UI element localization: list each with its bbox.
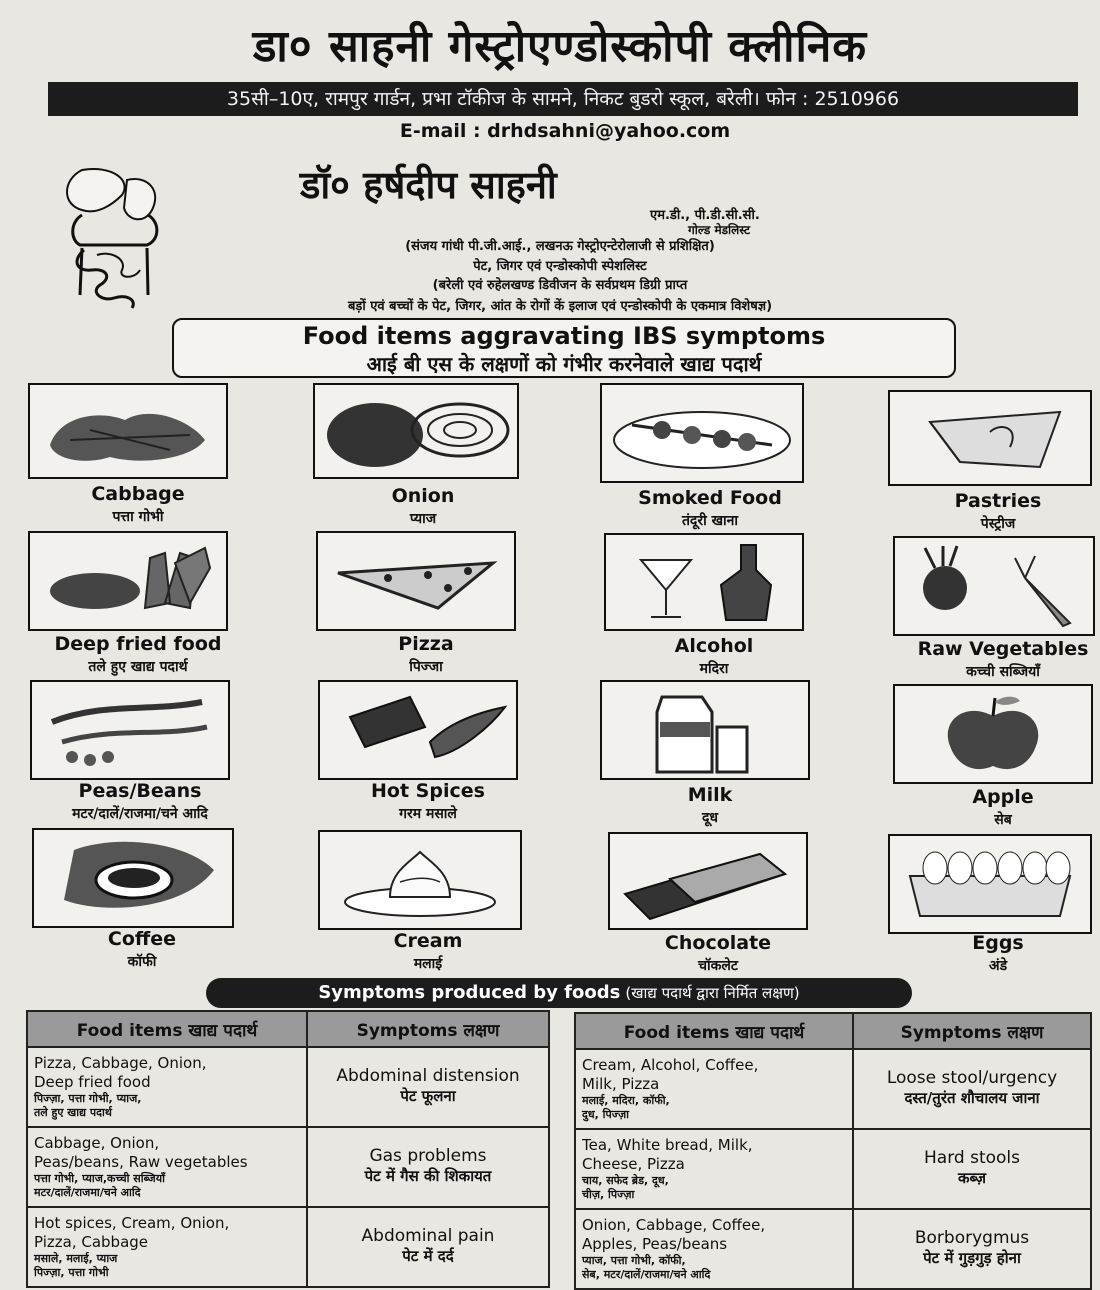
symptom-text: Borborygmus	[914, 1228, 1030, 1248]
food-label: Pizza	[398, 633, 454, 655]
symptom-cell	[853, 1209, 1091, 1289]
column-header: Food items खाद्य पदार्थ	[575, 1013, 853, 1049]
food-label-hi: मलाई	[413, 956, 443, 972]
symptom-text: Hard stools	[924, 1148, 1020, 1168]
food-text: Deep fried food	[34, 1073, 151, 1091]
food-cell	[575, 1129, 853, 1209]
food-cell	[27, 1207, 307, 1287]
food-label-hi: मटर/दालें/राजमा/चने आदि	[72, 806, 208, 822]
column-header: Symptoms लक्षण	[307, 1011, 549, 1047]
eggs-icon	[888, 834, 1092, 934]
food-text: Tea, White bread, Milk,	[582, 1136, 753, 1154]
table-row	[27, 1047, 549, 1127]
cream-icon	[318, 830, 522, 930]
doctor-name: डॉ० हर्षदीप साहनी	[300, 163, 557, 207]
food-label: Onion	[391, 485, 455, 507]
symptom-text-hi: पेट में गुड़गुड़ होना	[923, 1249, 1021, 1267]
food-label-hi: कच्ची सब्जियाँ	[966, 664, 1040, 680]
beans-icon	[30, 680, 230, 780]
food-label: Peas/Beans	[78, 780, 202, 802]
food-label: Milk	[687, 784, 733, 806]
onion-icon	[313, 383, 519, 479]
milk-icon	[600, 680, 810, 780]
food-text: Onion, Cabbage, Coffee,	[582, 1216, 766, 1234]
symptom-text: Abdominal pain	[361, 1226, 495, 1246]
symptoms-title	[206, 978, 912, 1008]
food-text-hi: चीज़, पिज्ज़ा	[582, 1188, 635, 1201]
symptom-text-hi: कब्ज़	[957, 1169, 987, 1187]
food-text-hi: सेब, मटर/दालें/राजमा/चने आदि	[582, 1268, 711, 1281]
symptom-cell	[307, 1207, 549, 1287]
doctor-degree: एम.डी., पी.डी.सी.सी.	[650, 208, 760, 223]
symptom-text-hi: पेट फूलना	[400, 1087, 456, 1105]
cabbage-icon	[28, 383, 228, 479]
alcohol-icon	[604, 533, 804, 631]
food-text-hi: चाय, सफेद ब्रेड, दूध,	[582, 1174, 669, 1187]
food-text-hi: मलाई, मदिरा, कॉफी,	[582, 1094, 670, 1107]
symptom-text: Gas problems	[369, 1146, 487, 1166]
symptom-cell	[307, 1047, 549, 1127]
food-label: Apple	[972, 786, 1034, 808]
pizza-icon	[316, 531, 516, 631]
symptom-text-hi: पेट में दर्द	[402, 1247, 454, 1265]
food-label-hi: अंडे	[988, 958, 1008, 974]
food-label-hi: प्याज	[409, 511, 437, 527]
gold-medalist: गोल्ड मेडलिस्ट	[688, 223, 751, 237]
food-label-hi: पेस्ट्रीज	[980, 516, 1016, 532]
food-label: Alcohol	[674, 635, 754, 657]
food-text: Cream, Alcohol, Coffee,	[582, 1056, 759, 1074]
email: E-mail : drhdsahni@yahoo.com	[399, 120, 731, 142]
food-cell	[575, 1049, 853, 1129]
credential-line: (संजय गांधी पी.जी.आई., लखनऊ गेस्ट्रोएन्टेरोलाजी से प्रशिक्षित)	[405, 239, 715, 254]
symptom-text: Loose stool/urgency	[886, 1068, 1058, 1088]
food-label: Deep fried food	[54, 633, 222, 655]
food-text-hi: मसाले, मलाई, प्याज	[34, 1252, 118, 1265]
vegetables-icon	[893, 536, 1095, 636]
clinic-name: डा० साहनी गेस्ट्रोएण्डोस्कोपी क्लीनिक	[252, 21, 868, 72]
food-label-hi: दूध	[701, 810, 719, 826]
food-label-hi: पिज्जा	[409, 659, 443, 675]
food-label: Cabbage	[91, 483, 185, 505]
food-label: Smoked Food	[638, 487, 782, 509]
food-text: Peas/beans, Raw vegetables	[34, 1153, 248, 1171]
symptoms-table-left	[26, 1010, 550, 1288]
column-header: Symptoms लक्षण	[853, 1013, 1091, 1049]
food-label: Coffee	[107, 928, 177, 950]
food-cell	[575, 1209, 853, 1289]
food-label-hi: पत्ता गोभी	[112, 509, 164, 525]
symptom-text-hi: पेट में गैस की शिकायत	[364, 1167, 492, 1185]
symptoms-table-right	[574, 1012, 1092, 1290]
credential-line: (बरेली एवं रुहेलखण्ड डिवीजन के सर्वप्रथम डिग्री प्राप्त	[432, 278, 688, 293]
food-label-hi: मदिरा	[699, 661, 729, 677]
table-row	[575, 1209, 1091, 1289]
food-text-hi: दुध, पिज्ज़ा	[582, 1108, 630, 1121]
symptom-cell	[853, 1049, 1091, 1129]
table-row	[575, 1049, 1091, 1129]
food-label-hi: तंदूरी खाना	[681, 513, 739, 529]
food-label-hi: कॉफी	[127, 954, 157, 970]
pastry-icon	[888, 390, 1092, 486]
food-text-hi: पत्ता गोभी, प्याज,कच्ची सब्जियाँ	[34, 1172, 165, 1185]
food-text-hi: मटर/दालें/राजमा/चने आदि	[34, 1186, 141, 1199]
food-label-hi: सेब	[994, 812, 1012, 828]
symptom-cell	[307, 1127, 549, 1207]
fried-food-icon	[28, 531, 228, 631]
food-text: Cheese, Pizza	[582, 1155, 685, 1173]
food-cell	[27, 1127, 307, 1207]
symptom-text-hi: दस्त/तुरंत शौचालय जाना	[904, 1089, 1040, 1107]
symptoms-title-hi: (खाद्य पदार्थ द्वारा निर्मित लक्षण)	[625, 984, 800, 1002]
food-label-hi: गरम मसाले	[399, 806, 457, 822]
food-text: Pizza, Cabbage, Onion,	[34, 1054, 207, 1072]
food-label: Hot Spices	[371, 780, 485, 802]
ibs-title-hi: आई बी एस के लक्षणों को गंभीर करनेवाले खाद्य पदार्थ	[366, 352, 762, 376]
food-cell	[27, 1047, 307, 1127]
food-text: Milk, Pizza	[582, 1075, 660, 1093]
ibs-title-en: Food items aggravating IBS symptoms	[302, 322, 826, 350]
symptom-text: Abdominal distension	[336, 1066, 520, 1086]
address-bar: 35सी–10ए, रामपुर गार्डन, प्रभा टॉकीज के सामने, निकट बुडरो स्कूल, बरेली। फोन : 2510966	[48, 82, 1078, 116]
food-text-hi: तले हुए खाद्य पदार्थ	[34, 1106, 112, 1119]
table-row	[27, 1207, 549, 1287]
food-label: Eggs	[972, 932, 1024, 954]
food-label-hi: चॉकलेट	[698, 958, 738, 974]
ibs-title-box	[172, 318, 956, 378]
symptoms-title-en: Symptoms produced by foods	[318, 982, 621, 1003]
food-label: Chocolate	[664, 932, 772, 954]
table-row	[27, 1127, 549, 1207]
food-text: Pizza, Cabbage	[34, 1233, 149, 1251]
chocolate-icon	[608, 832, 808, 930]
digestive-system-icon	[52, 160, 177, 315]
food-text: Hot spices, Cream, Onion,	[34, 1214, 230, 1232]
food-label: Raw Vegetables	[917, 638, 1089, 660]
symptom-cell	[853, 1129, 1091, 1209]
column-header: Food items खाद्य पदार्थ	[27, 1011, 307, 1047]
table-row	[575, 1129, 1091, 1209]
smoked-food-icon	[600, 383, 804, 483]
credential-line: बड़ों एवं बच्चों के पेट, जिगर, आंत के रोगों कें इलाज एवं एन्डोस्कोपी के एकमात्र विशेषज्ञ)	[347, 299, 773, 314]
food-label: Cream	[393, 930, 463, 952]
coffee-icon	[32, 828, 234, 928]
food-text-hi: पिज्ज़ा, पत्ता गोभी, प्याज,	[34, 1092, 142, 1105]
food-text: Cabbage, Onion,	[34, 1134, 160, 1152]
spices-icon	[318, 680, 518, 780]
apple-icon	[893, 684, 1093, 784]
food-label-hi: तले हुए खाद्य पदार्थ	[88, 659, 188, 675]
food-label: Pastries	[954, 490, 1042, 512]
credential-line: पेट, जिगर एवं एन्डोस्कोपी स्पेशलिस्ट	[473, 259, 647, 274]
food-text-hi: प्याज, पत्ता गोभी, कॉफी,	[582, 1254, 686, 1267]
food-text: Apples, Peas/beans	[582, 1235, 728, 1253]
food-text-hi: पिज्ज़ा, पत्ता गोभी	[34, 1266, 109, 1279]
